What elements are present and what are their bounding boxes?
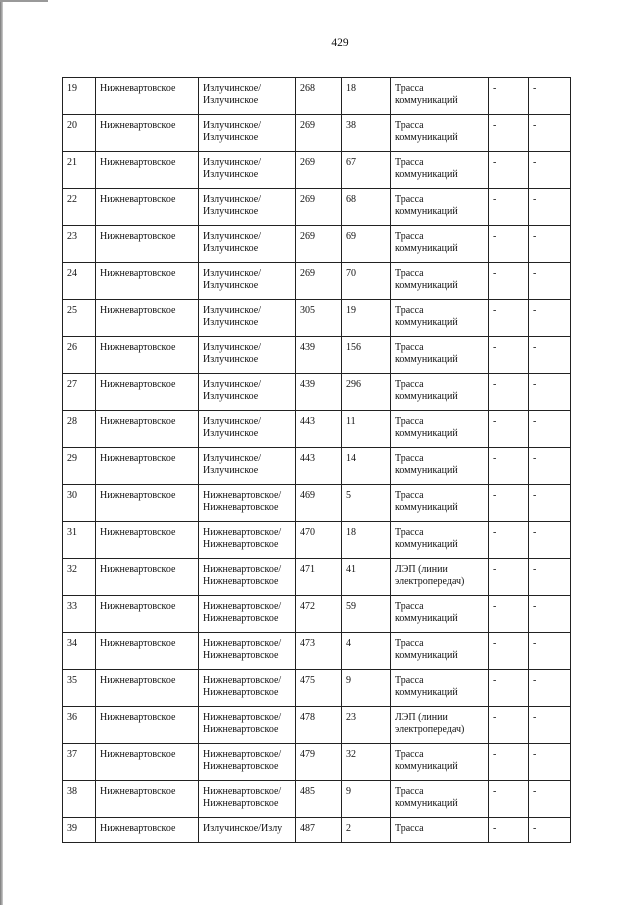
table-row (63, 707, 571, 744)
cell-quarter: 471 (296, 559, 342, 596)
cell-row-number: 28 (63, 411, 96, 448)
cell-forestry: Нижневартовское/ Нижневартовское (199, 559, 296, 596)
cell-forestry: Нижневартовское/ Нижневартовское (199, 485, 296, 522)
cell-municipality: Нижневартовское (96, 152, 199, 189)
cell-municipality: Нижневартовское (96, 818, 199, 843)
cell-col7: - (489, 559, 529, 596)
cell-quarter: 472 (296, 596, 342, 633)
cell-row-number: 23 (63, 226, 96, 263)
cell-allotment: 18 (342, 78, 391, 115)
cell-row-number: 24 (63, 263, 96, 300)
cell-col7: - (489, 300, 529, 337)
cell-row-number: 27 (63, 374, 96, 411)
table-row (63, 633, 571, 670)
cell-purpose: Трасса коммуникаций (391, 670, 489, 707)
table-row (63, 78, 571, 115)
cell-quarter: 268 (296, 78, 342, 115)
cell-purpose: Трасса коммуникаций (391, 374, 489, 411)
cell-forestry: Излучинское/Излучинское (199, 226, 296, 263)
cell-quarter: 475 (296, 670, 342, 707)
cell-purpose: ЛЭП (линии электропередач) (391, 707, 489, 744)
cell-allotment: 5 (342, 485, 391, 522)
cell-row-number: 37 (63, 744, 96, 781)
cell-forestry: Излучинское/Излу (199, 818, 296, 843)
cell-col7: - (489, 78, 529, 115)
cell-allotment: 18 (342, 522, 391, 559)
cell-col7: - (489, 522, 529, 559)
cell-purpose: Трасса коммуникаций (391, 152, 489, 189)
cell-row-number: 19 (63, 78, 96, 115)
table-row (63, 411, 571, 448)
cell-col8: - (529, 152, 571, 189)
cell-col8: - (529, 411, 571, 448)
cell-col8: - (529, 374, 571, 411)
cell-col8: - (529, 226, 571, 263)
cell-municipality: Нижневартовское (96, 337, 199, 374)
forest-plots-table (62, 77, 571, 843)
cell-quarter: 439 (296, 337, 342, 374)
cell-col7: - (489, 115, 529, 152)
cell-row-number: 36 (63, 707, 96, 744)
cell-quarter: 269 (296, 152, 342, 189)
cell-col8: - (529, 189, 571, 226)
cell-municipality: Нижневартовское (96, 226, 199, 263)
cell-allotment: 23 (342, 707, 391, 744)
cell-col8: - (529, 707, 571, 744)
cell-col8: - (529, 115, 571, 152)
cell-allotment: 59 (342, 596, 391, 633)
cell-purpose: Трасса коммуникаций (391, 596, 489, 633)
table-row (63, 115, 571, 152)
cell-col7: - (489, 448, 529, 485)
cell-municipality: Нижневартовское (96, 411, 199, 448)
cell-col7: - (489, 226, 529, 263)
cell-quarter: 269 (296, 263, 342, 300)
table-row (63, 744, 571, 781)
cell-municipality: Нижневартовское (96, 78, 199, 115)
cell-quarter: 470 (296, 522, 342, 559)
cell-purpose: Трасса коммуникаций (391, 448, 489, 485)
cell-quarter: 479 (296, 744, 342, 781)
cell-forestry: Излучинское/Излучинское (199, 152, 296, 189)
cell-row-number: 30 (63, 485, 96, 522)
cell-row-number: 32 (63, 559, 96, 596)
cell-row-number: 34 (63, 633, 96, 670)
cell-row-number: 22 (63, 189, 96, 226)
cell-municipality: Нижневартовское (96, 559, 199, 596)
cell-col8: - (529, 485, 571, 522)
table-row (63, 337, 571, 374)
cell-col8: - (529, 633, 571, 670)
cell-municipality: Нижневартовское (96, 633, 199, 670)
cell-allotment: 68 (342, 189, 391, 226)
cell-col8: - (529, 781, 571, 818)
cell-municipality: Нижневартовское (96, 485, 199, 522)
cell-forestry: Излучинское/Излучинское (199, 411, 296, 448)
cell-forestry: Нижневартовское/ Нижневартовское (199, 781, 296, 818)
cell-purpose: Трасса коммуникаций (391, 744, 489, 781)
cell-col7: - (489, 411, 529, 448)
table-row (63, 596, 571, 633)
table-row (63, 263, 571, 300)
page-number: 429 (331, 37, 349, 49)
cell-municipality: Нижневартовское (96, 300, 199, 337)
cell-col8: - (529, 263, 571, 300)
cell-col7: - (489, 633, 529, 670)
table-row (63, 448, 571, 485)
cell-allotment: 69 (342, 226, 391, 263)
cell-municipality: Нижневартовское (96, 189, 199, 226)
table-row (63, 522, 571, 559)
scan-edge (0, 0, 3, 905)
cell-row-number: 29 (63, 448, 96, 485)
cell-quarter: 487 (296, 818, 342, 843)
cell-purpose: Трасса коммуникаций (391, 485, 489, 522)
cell-quarter: 469 (296, 485, 342, 522)
cell-forestry: Нижневартовское/ Нижневартовское (199, 707, 296, 744)
cell-forestry: Нижневартовское/ Нижневартовское (199, 522, 296, 559)
cell-col7: - (489, 337, 529, 374)
cell-purpose: Трасса коммуникаций (391, 189, 489, 226)
cell-municipality: Нижневартовское (96, 707, 199, 744)
table-row (63, 670, 571, 707)
cell-purpose: Трасса коммуникаций (391, 781, 489, 818)
cell-row-number: 26 (63, 337, 96, 374)
cell-row-number: 33 (63, 596, 96, 633)
cell-col7: - (489, 189, 529, 226)
cell-municipality: Нижневартовское (96, 522, 199, 559)
table-row (63, 226, 571, 263)
cell-allotment: 156 (342, 337, 391, 374)
cell-col7: - (489, 374, 529, 411)
cell-quarter: 305 (296, 300, 342, 337)
cell-quarter: 439 (296, 374, 342, 411)
cell-purpose: Трасса коммуникаций (391, 633, 489, 670)
cell-row-number: 35 (63, 670, 96, 707)
cell-forestry: Излучинское/Излучинское (199, 189, 296, 226)
cell-col8: - (529, 596, 571, 633)
cell-allotment: 2 (342, 818, 391, 843)
cell-purpose: Трасса коммуникаций (391, 522, 489, 559)
cell-purpose: Трасса коммуникаций (391, 411, 489, 448)
scan-edge-top (0, 0, 48, 2)
cell-col7: - (489, 744, 529, 781)
cell-allotment: 70 (342, 263, 391, 300)
cell-forestry: Излучинское/Излучинское (199, 115, 296, 152)
cell-allotment: 296 (342, 374, 391, 411)
cell-purpose: Трасса (391, 818, 489, 843)
cell-purpose: Трасса коммуникаций (391, 226, 489, 263)
cell-quarter: 269 (296, 115, 342, 152)
cell-col7: - (489, 818, 529, 843)
cell-col8: - (529, 300, 571, 337)
cell-forestry: Излучинское/Излучинское (199, 337, 296, 374)
cell-allotment: 9 (342, 670, 391, 707)
cell-allotment: 41 (342, 559, 391, 596)
cell-purpose: Трасса коммуникаций (391, 115, 489, 152)
cell-col7: - (489, 485, 529, 522)
cell-allotment: 14 (342, 448, 391, 485)
cell-row-number: 39 (63, 818, 96, 843)
cell-quarter: 269 (296, 189, 342, 226)
cell-allotment: 38 (342, 115, 391, 152)
cell-forestry: Излучинское/Излучинское (199, 300, 296, 337)
cell-quarter: 443 (296, 448, 342, 485)
cell-col8: - (529, 744, 571, 781)
cell-allotment: 11 (342, 411, 391, 448)
cell-municipality: Нижневартовское (96, 670, 199, 707)
cell-allotment: 67 (342, 152, 391, 189)
table-row (63, 559, 571, 596)
cell-quarter: 485 (296, 781, 342, 818)
cell-quarter: 473 (296, 633, 342, 670)
cell-quarter: 478 (296, 707, 342, 744)
cell-municipality: Нижневартовское (96, 448, 199, 485)
cell-col8: - (529, 78, 571, 115)
cell-quarter: 269 (296, 226, 342, 263)
cell-col8: - (529, 818, 571, 843)
table-row (63, 300, 571, 337)
cell-forestry: Нижневартовское/ Нижневартовское (199, 596, 296, 633)
table-body (63, 78, 571, 843)
cell-col8: - (529, 559, 571, 596)
cell-row-number: 25 (63, 300, 96, 337)
table-row (63, 189, 571, 226)
cell-municipality: Нижневартовское (96, 744, 199, 781)
cell-allotment: 9 (342, 781, 391, 818)
cell-col7: - (489, 263, 529, 300)
cell-purpose: Трасса коммуникаций (391, 78, 489, 115)
cell-forestry: Излучинское/Излучинское (199, 263, 296, 300)
cell-col7: - (489, 596, 529, 633)
table-row (63, 485, 571, 522)
cell-col8: - (529, 337, 571, 374)
cell-purpose: Трасса коммуникаций (391, 263, 489, 300)
cell-col7: - (489, 707, 529, 744)
cell-col7: - (489, 152, 529, 189)
cell-quarter: 443 (296, 411, 342, 448)
table-row (63, 374, 571, 411)
table-row (63, 152, 571, 189)
cell-allotment: 32 (342, 744, 391, 781)
cell-col7: - (489, 781, 529, 818)
cell-forestry: Нижневартовское/ Нижневартовское (199, 670, 296, 707)
cell-allotment: 19 (342, 300, 391, 337)
cell-row-number: 21 (63, 152, 96, 189)
cell-row-number: 31 (63, 522, 96, 559)
cell-municipality: Нижневартовское (96, 115, 199, 152)
cell-col8: - (529, 522, 571, 559)
cell-forestry: Излучинское/Излучинское (199, 374, 296, 411)
cell-row-number: 38 (63, 781, 96, 818)
cell-purpose: Трасса коммуникаций (391, 300, 489, 337)
table-row (63, 818, 571, 843)
cell-municipality: Нижневартовское (96, 263, 199, 300)
cell-col8: - (529, 670, 571, 707)
cell-row-number: 20 (63, 115, 96, 152)
cell-col8: - (529, 448, 571, 485)
cell-forestry: Нижневартовское/ Нижневартовское (199, 744, 296, 781)
table-row (63, 781, 571, 818)
cell-forestry: Излучинское/Излучинское (199, 448, 296, 485)
cell-municipality: Нижневартовское (96, 374, 199, 411)
cell-municipality: Нижневартовское (96, 596, 199, 633)
cell-forestry: Излучинское/Излучинское (199, 78, 296, 115)
cell-col7: - (489, 670, 529, 707)
cell-municipality: Нижневартовское (96, 781, 199, 818)
cell-purpose: ЛЭП (линии электропередач) (391, 559, 489, 596)
cell-purpose: Трасса коммуникаций (391, 337, 489, 374)
cell-allotment: 4 (342, 633, 391, 670)
cell-forestry: Нижневартовское/ Нижневартовское (199, 633, 296, 670)
